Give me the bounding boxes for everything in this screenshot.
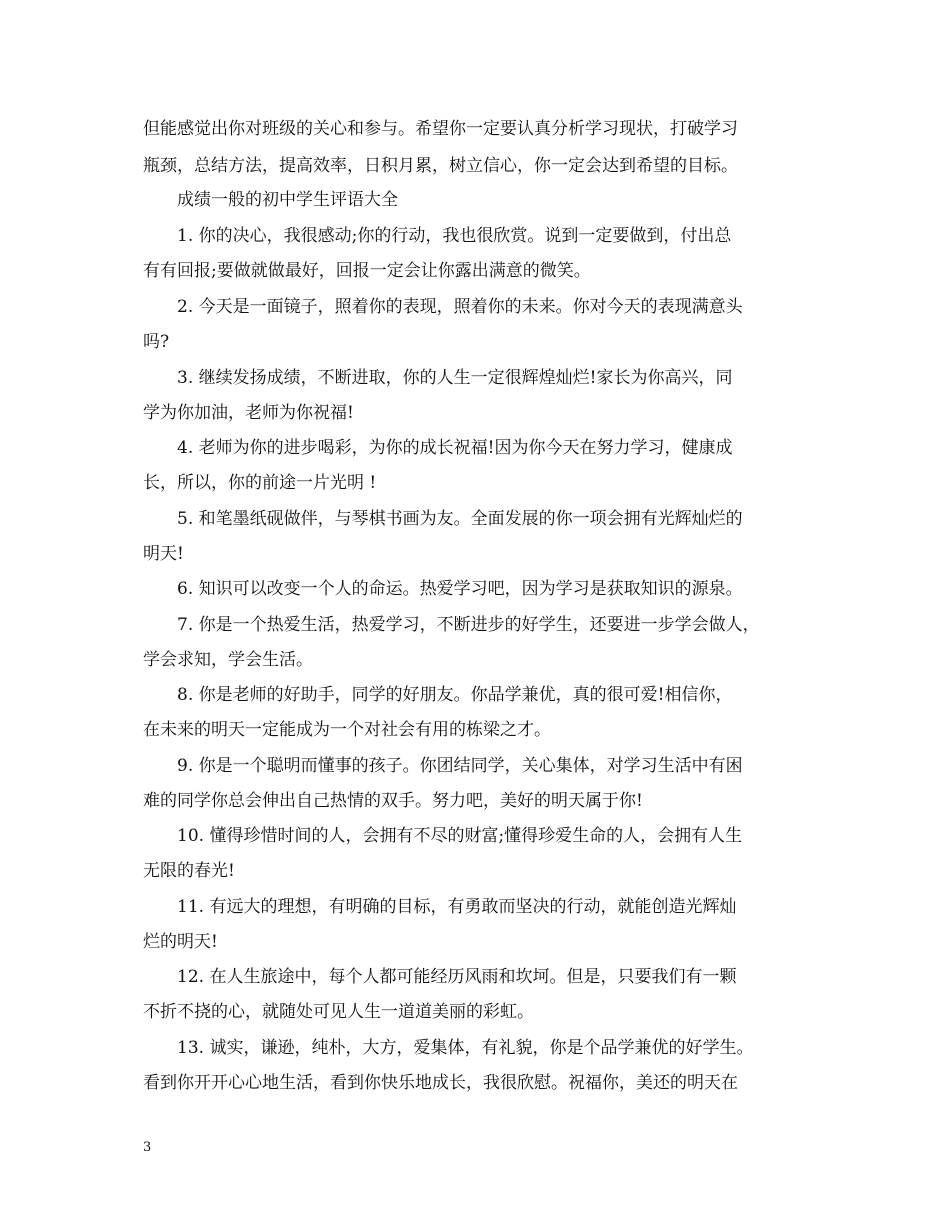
text-line: 难的同学你总会伸出自己热情的双手。努力吧，美好的明天属于你! <box>143 791 643 811</box>
text-line: 10. 懂得珍惜时间的人，会拥有不尽的财富;懂得珍爱生命的人，会拥有人生 <box>177 826 743 846</box>
text-line: 2. 今天是一面镜子，照着你的表现，照着你的未来。你对今天的表现满意头 <box>177 297 743 317</box>
text-line: 但能感觉出你对班级的关心和参与。希望你一定要认真分析学习现状，打破学习 <box>143 119 738 139</box>
text-line: 11. 有远大的理想，有明确的目标，有勇敢而坚决的行动，就能创造光辉灿 <box>177 897 737 917</box>
text-line: 在未来的明天一定能成为一个对社会有用的栋梁之才。 <box>143 720 551 740</box>
text-line: 1. 你的决心，我很感动;你的行动，我也很欣赏。说到一定要做到，付出总 <box>177 226 732 246</box>
text-line: 瓶颈，总结方法，提高效率，日积月累，树立信心，你一定会达到希望的目标。 <box>143 156 738 176</box>
page-number: 3 <box>143 1140 152 1155</box>
text-line: 吗? <box>143 332 170 352</box>
text-line: 4. 老师为你的进步喝彩，为你的成长祝福!因为你今天在努力学习，健康成 <box>177 438 733 458</box>
text-line: 学为你加油，老师为你祝福! <box>143 403 354 423</box>
text-line: 5. 和笔墨纸砚做伴，与琴棋书画为友。全面发展的你一项会拥有光辉灿烂的 <box>177 509 743 529</box>
text-line: 3. 继续发扬成绩，不断进取，你的人生一定很辉煌灿烂!家长为你高兴，同 <box>177 368 733 388</box>
text-line: 看到你开开心心地生活，看到你快乐地成长，我很欣慰。祝福你，美还的明天在 <box>143 1073 738 1093</box>
text-line: 13. 诚实，谦逊，纯朴，大方，爱集体，有礼貌，你是个品学兼优的好学生。 <box>177 1038 754 1058</box>
text-line: 不折不挠的心，就随处可见人生一道道美丽的彩虹。 <box>143 1002 534 1022</box>
text-line: 6. 知识可以改变一个人的命运。热爱学习吧，因为学习是获取知识的源泉。 <box>177 579 743 599</box>
text-line: 7. 你是一个热爱生活，热爱学习，不断进步的好学生，还要进一步学会做人， <box>177 615 760 635</box>
text-line: 有有回报;要做就做最好，回报一定会让你露出满意的微笑。 <box>143 261 591 281</box>
section-heading: 成绩一般的初中学生评语大全 <box>177 190 398 210</box>
text-line: 长，所以，你的前途一片光明 ! <box>143 473 377 493</box>
text-line: 明天! <box>143 544 184 564</box>
text-line: 无限的春光! <box>143 861 235 881</box>
text-line: 烂的明天! <box>143 932 218 952</box>
text-line: 12. 在人生旅途中，每个人都可能经历风雨和坎坷。但是，只要我们有一颗 <box>177 967 737 987</box>
text-line: 8. 你是老师的好助手，同学的好朋友。你品学兼优，真的很可爱!相信你， <box>177 685 733 705</box>
text-line: 9. 你是一个聪明而懂事的孩子。你团结同学，关心集体，对学习生活中有困 <box>177 756 743 776</box>
text-line: 学会求知，学会生活。 <box>143 650 313 670</box>
